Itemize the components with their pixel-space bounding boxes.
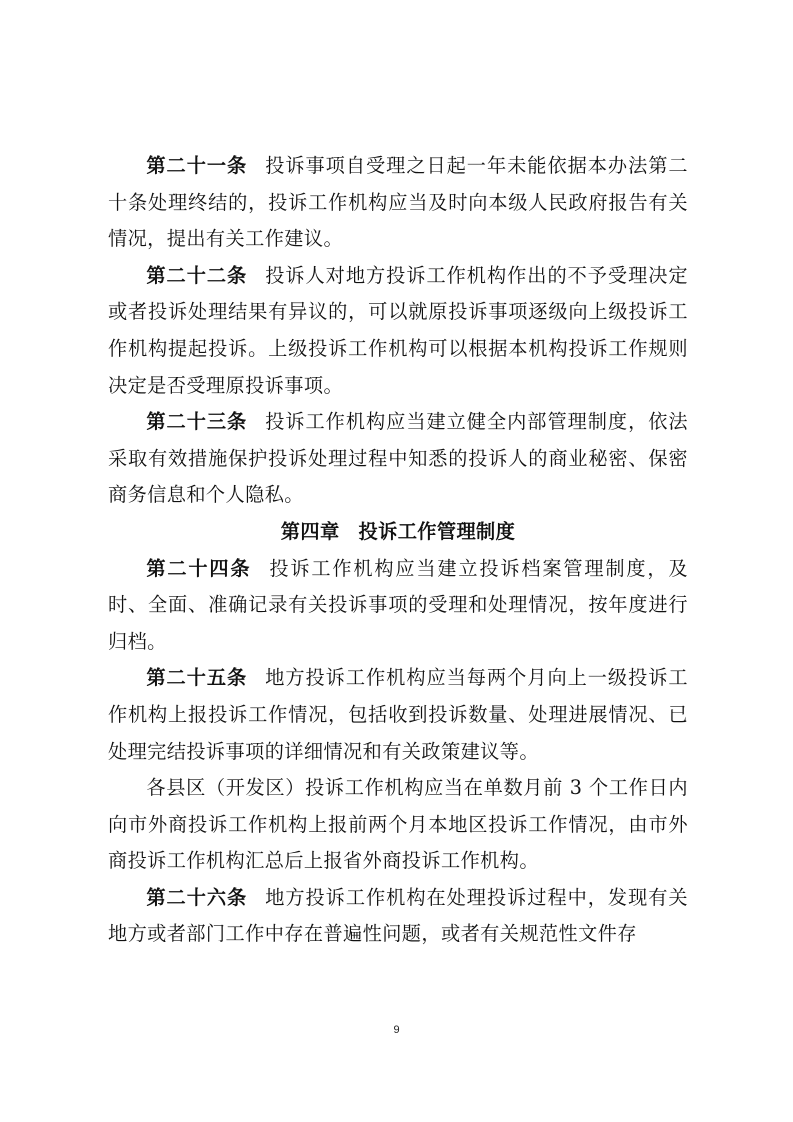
article-text: 投诉人对地方投诉工作机构作出的不予受理决定或者投诉处理结果有异议的，可以就原投诉事项逐级向上级投诉工作机构提起投诉。上级投诉工作机构可以根据本机构投诉工作规则决定是否受理原投诉事项。 [108,263,689,397]
article-26 [108,880,688,953]
article-21 [108,148,688,258]
chapter-title: 投诉工作管理制度 [358,519,516,543]
article-text: 地方投诉工作机构应当每两个月向上一级投诉工作机构上报投诉工作情况，包括收到投诉数量、处理进展情况、已处理完结投诉事项的详细情况和有关政策建议等。 [108,666,689,763]
article-number: 第二十三条 [146,410,248,434]
article-text: 投诉事项自受理之日起一年未能依据本办法第二十条处理终结的，投诉工作机构应当及时向本级人民政府报告有关情况，提出有关工作建议。 [108,154,689,251]
article-number: 第二十二条 [146,263,248,287]
article-text: 地方投诉工作机构在处理投诉过程中，发现有关地方或者部门工作中存在普遍性问题，或者有关规范性文件存 [108,885,689,946]
article-number: 第二十一条 [146,154,248,177]
article-text: 投诉工作机构应当建立投诉档案管理制度，及时、全面、准确记录有关投诉事项的受理和处理情况，按年度进行归档。 [108,556,689,653]
article-text: 投诉工作机构应当建立健全内部管理制度，依法采取有效措施保护投诉处理过程中知悉的投诉人的商业秘密、保密商务信息和个人隐私。 [108,410,689,507]
article-25 [108,660,688,770]
article-number: 第二十四条 [146,556,252,580]
page-body [108,148,688,953]
chapter-heading [108,514,688,551]
article-22 [108,258,688,404]
article-number: 第二十六条 [146,885,248,909]
article-23 [108,404,688,514]
article-24 [108,551,688,661]
article-number: 第二十五条 [146,666,248,690]
chapter-number: 第四章 [280,519,340,543]
plain-paragraph: 各县区（开发区）投诉工作机构应当在单数月前 3 个工作日内向市外商投诉工作机构上报前两个月本地区投诉工作情况，由市外商投诉工作机构汇总后上报省外商投诉工作机构。 [108,776,688,873]
page-number: 9 [393,1024,400,1036]
